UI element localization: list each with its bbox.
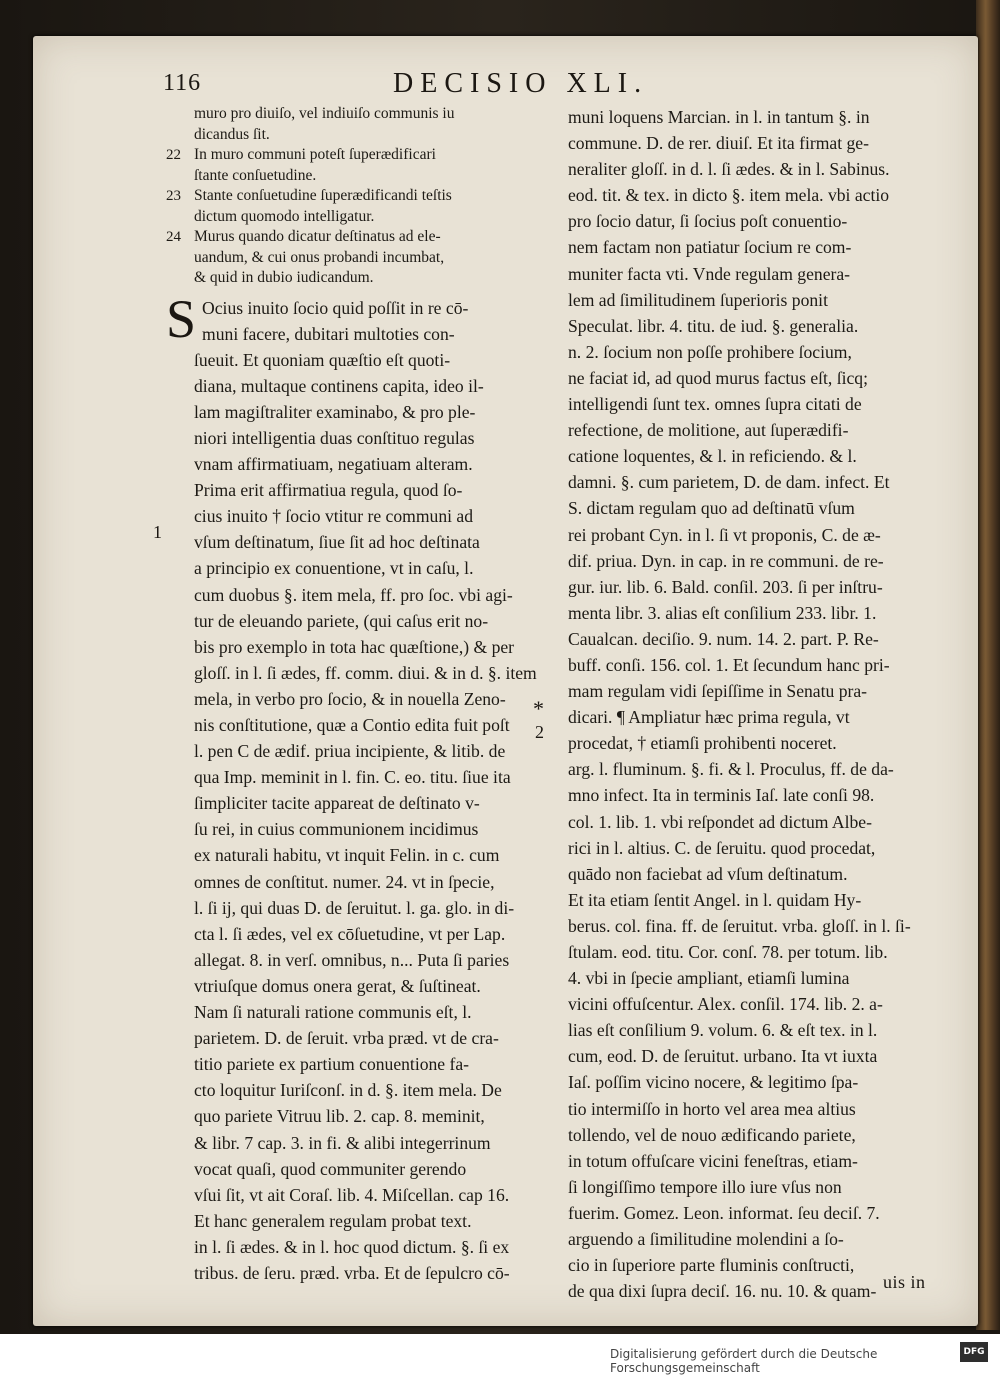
dfg-logo: DFG bbox=[960, 1342, 988, 1362]
text-line: vocat quaſi, quod communiter gerendo bbox=[194, 1158, 467, 1179]
text-line: & libr. 7 cap. 3. in fi. & alibi integerrinum bbox=[194, 1132, 491, 1153]
page-header bbox=[163, 66, 943, 106]
summary-number: 23 bbox=[166, 188, 181, 204]
text-line: qua Imp. meminit in l. fin. C. eo. titu. ſiue ita bbox=[194, 767, 511, 788]
text-line: tollendo, vel de nouo ædificando pariete, bbox=[568, 1124, 856, 1145]
text-line: procedat, † etiamſi prohibenti noceret. bbox=[568, 733, 837, 754]
text-line: ne faciat id, ad quod murus factus eſt, ſicq; bbox=[568, 367, 868, 388]
summary-item bbox=[166, 248, 566, 269]
text-line: intelligendi ſunt tex. omnes ſupra citati de bbox=[568, 394, 862, 415]
summary-text: ſtante conſuetudine. bbox=[194, 166, 317, 184]
summary-item bbox=[166, 207, 566, 228]
text-line: parietem. D. de ſeruit. vrba præd. vt de cra- bbox=[194, 1028, 499, 1049]
right-column bbox=[568, 104, 938, 1304]
summary-list bbox=[166, 104, 566, 289]
text-line: mno infect. Ita in terminis Iaſ. late conſi 98. bbox=[568, 785, 875, 806]
text-line: arguendo a ſimilitudine molendini a ſo- bbox=[568, 1229, 844, 1250]
summary-item bbox=[166, 186, 566, 207]
left-column bbox=[166, 104, 566, 1286]
text-line: Nam ſi naturali ratione communis eſt, l. bbox=[194, 1002, 472, 1023]
text-line: bis pro exemplo in tota hac quæſtione,) & per bbox=[194, 636, 515, 657]
margin-number-1: 1 bbox=[153, 522, 162, 542]
text-line: allegat. 8. in verſ. omnibus, n... Puta ſi paries bbox=[194, 949, 510, 970]
summary-text: Stante conſuetudine ſuperædificandi teſtis bbox=[194, 187, 452, 204]
text-line: ſu rei, in cuius communionem incidimus bbox=[194, 819, 479, 840]
margin-asterisk: * bbox=[533, 696, 544, 721]
text-line: 4. vbi in ſpecie ampliant, etiamſi lumina bbox=[568, 968, 850, 989]
summary-text: uandum, & cui onus probandi incumbat, bbox=[194, 248, 445, 266]
text-line: gloſſ. in l. ſi ædes, ff. comm. diui. & in d. §. item bbox=[194, 662, 537, 683]
text-line: l. pen C de ædif. priua incipiente, & litib. de bbox=[194, 741, 506, 762]
text-line: Caualcan. deciſio. 9. num. 14. 2. part. P. Re- bbox=[568, 628, 879, 649]
summary-text: Murus quando dicatur deſtinatus ad ele- bbox=[194, 228, 441, 245]
text-line: muni loquens Marcian. in l. in tantum §. in bbox=[568, 107, 870, 127]
text-line: gur. iur. lib. 6. Bald. conſil. 203. ſi per inſtru- bbox=[568, 576, 883, 597]
text-line: nis conſtitutione, quæ a Contio edita fuit poſt bbox=[194, 715, 510, 735]
text-line: tur de eleuando pariete, (qui caſus erit no- bbox=[194, 610, 489, 631]
text-line: cum, eod. D. de ſeruitut. urbano. Ita vt iuxta bbox=[568, 1046, 878, 1067]
text-line: n. 2. ſocium non poſſe prohibere ſocium, bbox=[568, 341, 852, 362]
text-line: cius inuito † ſocio vtitur re communi ad bbox=[194, 506, 474, 527]
text-line: refectione, de molitione, aut ſuperædifi- bbox=[568, 420, 849, 441]
text-line: ſimpliciter tacite appareat de deſtinato v- bbox=[194, 793, 480, 814]
summary-item bbox=[166, 104, 566, 125]
text-line: catione loquentes, & l. in reficiendo. & l. bbox=[568, 446, 857, 467]
text-line: eod. tit. & tex. in dicto §. item mela. vbi actio bbox=[568, 185, 890, 206]
summary-item bbox=[166, 125, 566, 146]
text-line: col. 1. lib. 1. vbi reſpondet ad dictum Albe- bbox=[568, 811, 872, 832]
text-line: pro ſocio datur, ſi ſocius poſt conuentio- bbox=[568, 211, 848, 232]
text-line: quo pariete Vitruu lib. 2. cap. 8. meminit, bbox=[194, 1106, 485, 1127]
text-line: lam magiſtraliter examinabo, & pro ple- bbox=[194, 401, 476, 422]
text-line: ſtulam. eod. titu. Cor. conſ. 78. per totum. lib. bbox=[568, 942, 888, 962]
summary-item bbox=[166, 166, 566, 187]
summary-item bbox=[166, 227, 566, 248]
text-line: Et ita etiam ſentit Angel. in l. quidam Hy- bbox=[568, 889, 862, 910]
text-line: neraliter gloſſ. in d. l. ſi ædes. & in l. Sabinus. bbox=[568, 159, 890, 180]
catchword: uis in bbox=[883, 1272, 926, 1292]
summary-number: 22 bbox=[166, 147, 181, 163]
text-line: ſi longiſſimo tempore illo iure vſus non bbox=[568, 1176, 842, 1197]
text-line: Iaſ. poſſim vicino nocere, & legitimo ſpa- bbox=[568, 1072, 859, 1093]
summary-text: In muro communi poteſt ſuperædificari bbox=[194, 146, 436, 163]
footer-credit: Digitalisierung gefördert durch die Deutsche Forschungsgemeinschaft bbox=[610, 1347, 878, 1375]
summary-text: dicandus ſit. bbox=[194, 125, 270, 143]
text-line: lias eſt conſilium 9. volum. 6. & eſt tex. in l. bbox=[568, 1020, 878, 1041]
text-line: Ocius inuito ſocio quid poſſit in re cō- bbox=[202, 297, 469, 318]
text-line: Et hanc generalem regulam probat text. bbox=[194, 1210, 472, 1231]
text-line: niori intelligentia duas conſtituo regulas bbox=[194, 427, 475, 448]
text-line: vſui ſit, vt ait Coraſ. lib. 4. Miſcellan. cap 16. bbox=[194, 1184, 510, 1205]
running-head: DECISIO XLI. bbox=[393, 68, 649, 99]
text-line: berus. col. fina. ff. de ſeruitut. vrba. gloſſ. in l. ſi- bbox=[568, 915, 911, 936]
text-line: buff. conſi. 156. col. 1. Et ſecundum hanc pri- bbox=[568, 654, 890, 675]
text-line: titio pariete ex partium conuentione fa- bbox=[194, 1054, 470, 1075]
text-line: cum duobus §. item mela, ff. pro ſoc. vbi agi- bbox=[194, 584, 513, 605]
text-line: vicini offuſcentur. Alex. conſil. 174. lib. 2. a- bbox=[568, 994, 883, 1015]
text-line: vſum deſtinatum, ſiue ſit ad hoc deſtinata bbox=[194, 532, 480, 553]
text-line: tio intermiſſo in horto vel area mea altius bbox=[568, 1098, 856, 1119]
text-line: ex naturali habitu, vt inquit Felin. in c. cum bbox=[194, 845, 500, 866]
text-line: cto loquitur Iuriſconſ. in d. §. item mela. De bbox=[194, 1080, 502, 1101]
book-page bbox=[33, 36, 978, 1326]
text-line: l. ſi ij, qui duas D. de ſeruitut. l. ga. glo. in di- bbox=[194, 897, 515, 918]
text-line: de qua dixi ſupra deciſ. 16. nu. 10. & quam- bbox=[568, 1281, 877, 1302]
text-line: vnam affirmatiuam, negatiuam alteram. bbox=[194, 454, 473, 475]
drop-cap: S bbox=[166, 288, 197, 349]
text-line: commune. D. de rer. diuiſ. Et ita firmat ge- bbox=[568, 133, 869, 154]
text-line: vtriuſque domus onera gerat, & ſuſtineat. bbox=[194, 975, 481, 996]
text-line: nem factam non patiatur ſocium re com- bbox=[568, 237, 852, 258]
summary-text: & quid in dubio iudicandum. bbox=[194, 269, 374, 286]
text-line: in l. ſi ædes. & in l. hoc quod dictum. §. ſi ex bbox=[194, 1236, 510, 1257]
text-line: dicari. ¶ Ampliatur hæc prima regula, vt bbox=[568, 707, 850, 728]
text-line: cio in ſuperiore parte fluminis conſtructi, bbox=[568, 1255, 855, 1276]
left-column-text bbox=[166, 288, 566, 1287]
text-line: diana, multaque continens capita, ideo il- bbox=[194, 375, 484, 396]
text-line: menta libr. 3. alias eſt conſilium 233. libr. 1. bbox=[568, 602, 877, 623]
text-line: mam regulam vidi ſepiſſime in Senatu pra- bbox=[568, 681, 868, 702]
text-line: muni facere, dubitari multoties con- bbox=[202, 323, 455, 344]
text-line: in totum offuſcare vicini feneſtras, etiam- bbox=[568, 1150, 858, 1171]
text-line: fuerim. Gomez. Leon. informat. ſeu deciſ. 7. bbox=[568, 1202, 880, 1223]
summary-number: 24 bbox=[166, 229, 181, 245]
text-line: S. dictam regulam quo ad deſtinatū vſum bbox=[568, 498, 855, 519]
text-line: rei probant Cyn. in l. ſi vt proponis, C. de æ- bbox=[568, 524, 881, 545]
text-line: muniter facta vti. Vnde regulam genera- bbox=[568, 263, 851, 284]
text-line: Speculat. libr. 4. titu. de iud. §. generalia. bbox=[568, 315, 859, 336]
text-line: Prima erit affirmatiua regula, quod ſo- bbox=[194, 480, 463, 501]
text-line: arg. l. fluminum. §. fi. & l. Proculus, ff. de da- bbox=[568, 759, 894, 780]
text-line: a principio ex conuentione, vt in caſu, l. bbox=[194, 558, 474, 579]
digitization-footer bbox=[0, 1334, 1000, 1385]
summary-text: dictum quomodo intelligatur. bbox=[194, 207, 375, 225]
book-spine bbox=[976, 0, 1000, 1330]
summary-item bbox=[166, 268, 566, 289]
text-line: damni. §. cum parietem, D. de dam. infect. Et bbox=[568, 472, 890, 493]
margin-number-2: 2 bbox=[535, 722, 544, 742]
text-line: omnes de conſtitut. numer. 24. vt in ſpecie, bbox=[194, 871, 495, 892]
text-line: dif. priua. Dyn. in cap. in re communi. de re- bbox=[568, 550, 884, 571]
text-line: tribus. de ſeru. præd. vrba. Et de ſepulcro cō- bbox=[194, 1262, 510, 1283]
text-line: mela, in verbo pro ſocio, & in nouella Zeno- bbox=[194, 688, 506, 709]
text-line: cta l. ſi ædes, vel ex cōſuetudine, vt per Lap. bbox=[194, 923, 506, 944]
text-line: lem ad ſimilitudinem ſuperioris ponit bbox=[568, 289, 828, 310]
text-line: rici in l. altius. C. de ſeruitu. quod procedat, bbox=[568, 837, 876, 858]
summary-text: muro pro diuiſo, vel indiuiſo communis iu bbox=[194, 105, 455, 122]
summary-item bbox=[166, 145, 566, 166]
text-line: quādo non faciebat ad vſum deſtinatum. bbox=[568, 863, 848, 884]
page-number: 116 bbox=[163, 70, 202, 96]
text-line: ſueuit. Et quoniam quæſtio eſt quoti- bbox=[194, 349, 451, 370]
